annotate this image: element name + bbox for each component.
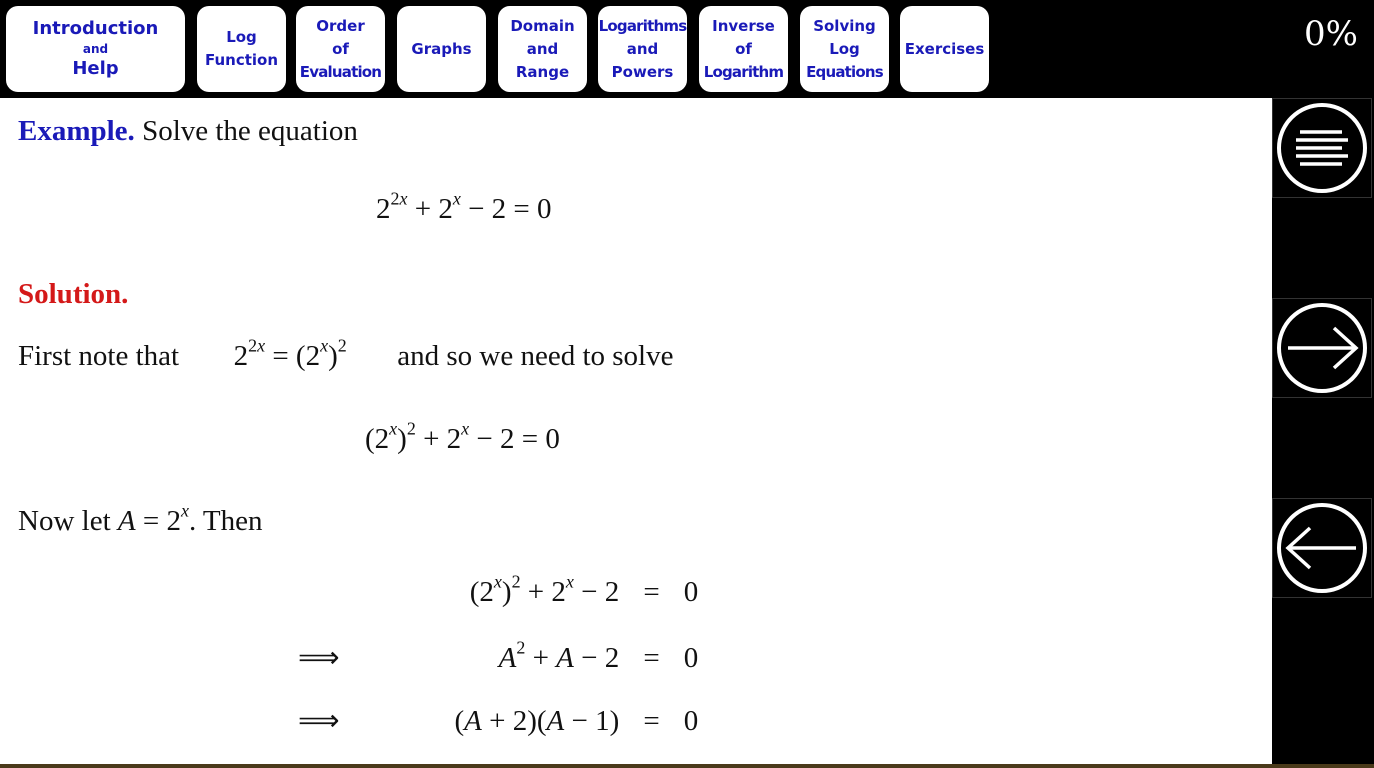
right-sidebar [1272, 98, 1374, 768]
tab-label-line2: and [526, 39, 559, 58]
rhs-value: 0 [683, 705, 699, 737]
tab-label-line3: Evaluation [299, 62, 382, 81]
tab-label-line1: Graphs [411, 39, 472, 58]
top-navigation [0, 0, 1374, 98]
tab-label-line1: Domain [510, 16, 575, 35]
menu-button[interactable] [1272, 98, 1372, 198]
equals-sign: = [643, 705, 660, 737]
example-text: Solve the equation [142, 115, 358, 147]
now-let-text: Now let [18, 505, 111, 537]
arrow-left-icon [1276, 502, 1368, 594]
example-line [18, 115, 358, 148]
tab-label-line3: Logarithm [703, 62, 784, 81]
first-note-text: First note that [18, 340, 180, 372]
identity-expression: $2^{2x} = (2^x)^2$ [233, 335, 347, 372]
rhs-value: 0 [683, 642, 699, 674]
tab-label-line3: Range [515, 62, 570, 81]
tab-label-line3: Equations [806, 62, 883, 81]
bottom-border [0, 764, 1374, 768]
tab-label-line3: Powers [611, 62, 674, 81]
equation-main: $2^{2x} + 2^x - 2 = 0$ [376, 188, 552, 225]
menu-lines-icon [1276, 102, 1368, 194]
tab-label-line1: Introduction [32, 18, 159, 39]
tab-label-line1: Solving [813, 16, 876, 35]
equation-substituted: $(2^x)^2 + 2^x - 2 = 0$ [365, 418, 560, 455]
tab-label-line1: Inverse [712, 16, 775, 35]
tab-label-line2: and [82, 42, 109, 56]
tab-solving-log-equations[interactable] [800, 6, 889, 92]
tab-label-line1: Exercises [904, 39, 985, 58]
tab-exercises[interactable] [900, 6, 989, 92]
tab-label-line1: Logarithms [598, 16, 687, 35]
next-page-button[interactable] [1272, 298, 1372, 398]
first-note-line [18, 335, 674, 373]
tab-order-of-evaluation[interactable] [296, 6, 385, 92]
example-label: Example. [18, 115, 135, 147]
arrow-right-icon [1276, 302, 1368, 394]
progress-percentage: 0% [1304, 14, 1358, 54]
tab-inverse-of-logarithm[interactable] [699, 6, 788, 92]
tab-label-line2: of [332, 39, 349, 58]
tab-domain-and-range[interactable] [498, 6, 587, 92]
tab-label-line2: and [626, 39, 659, 58]
tab-label-line3: Help [72, 58, 119, 79]
implies-arrow: ⟹ [298, 705, 340, 737]
then-text: . Then [188, 505, 263, 537]
equals-sign: = [643, 576, 660, 608]
tab-label-line2: of [735, 39, 752, 58]
previous-page-button[interactable] [1272, 498, 1372, 598]
tab-label-line1: Log [226, 28, 257, 46]
rhs-value: 0 [683, 576, 699, 608]
tab-logarithms-and-powers[interactable] [598, 6, 687, 92]
solution-line [18, 278, 128, 311]
tab-introduction-and-help[interactable] [6, 6, 185, 92]
and-so-text: and so we need to solve [397, 340, 674, 372]
equals-sign: = [643, 642, 660, 674]
now-let-line: Now let $A = 2^x$. Then [18, 500, 263, 537]
substitution-expression: A [117, 505, 136, 537]
aligned-step-3: ⟹ (A + 2)(A − 1) = 0 [298, 705, 699, 737]
tab-graphs[interactable] [397, 6, 486, 92]
tab-label-line2: Log [829, 39, 860, 58]
aligned-step-1: $(2^x)^2 + 2^x - 2 = 0$ [469, 571, 699, 608]
slide-content [0, 98, 1272, 768]
tab-log-function[interactable] [197, 6, 286, 92]
implies-arrow: ⟹ [298, 642, 340, 674]
tab-label-line1: Order [316, 16, 365, 35]
tab-label-line2: Function [204, 51, 279, 69]
solution-label: Solution. [18, 278, 129, 310]
aligned-step-2: ⟹ $A^2 + A - 2 = 0$ [298, 637, 699, 674]
